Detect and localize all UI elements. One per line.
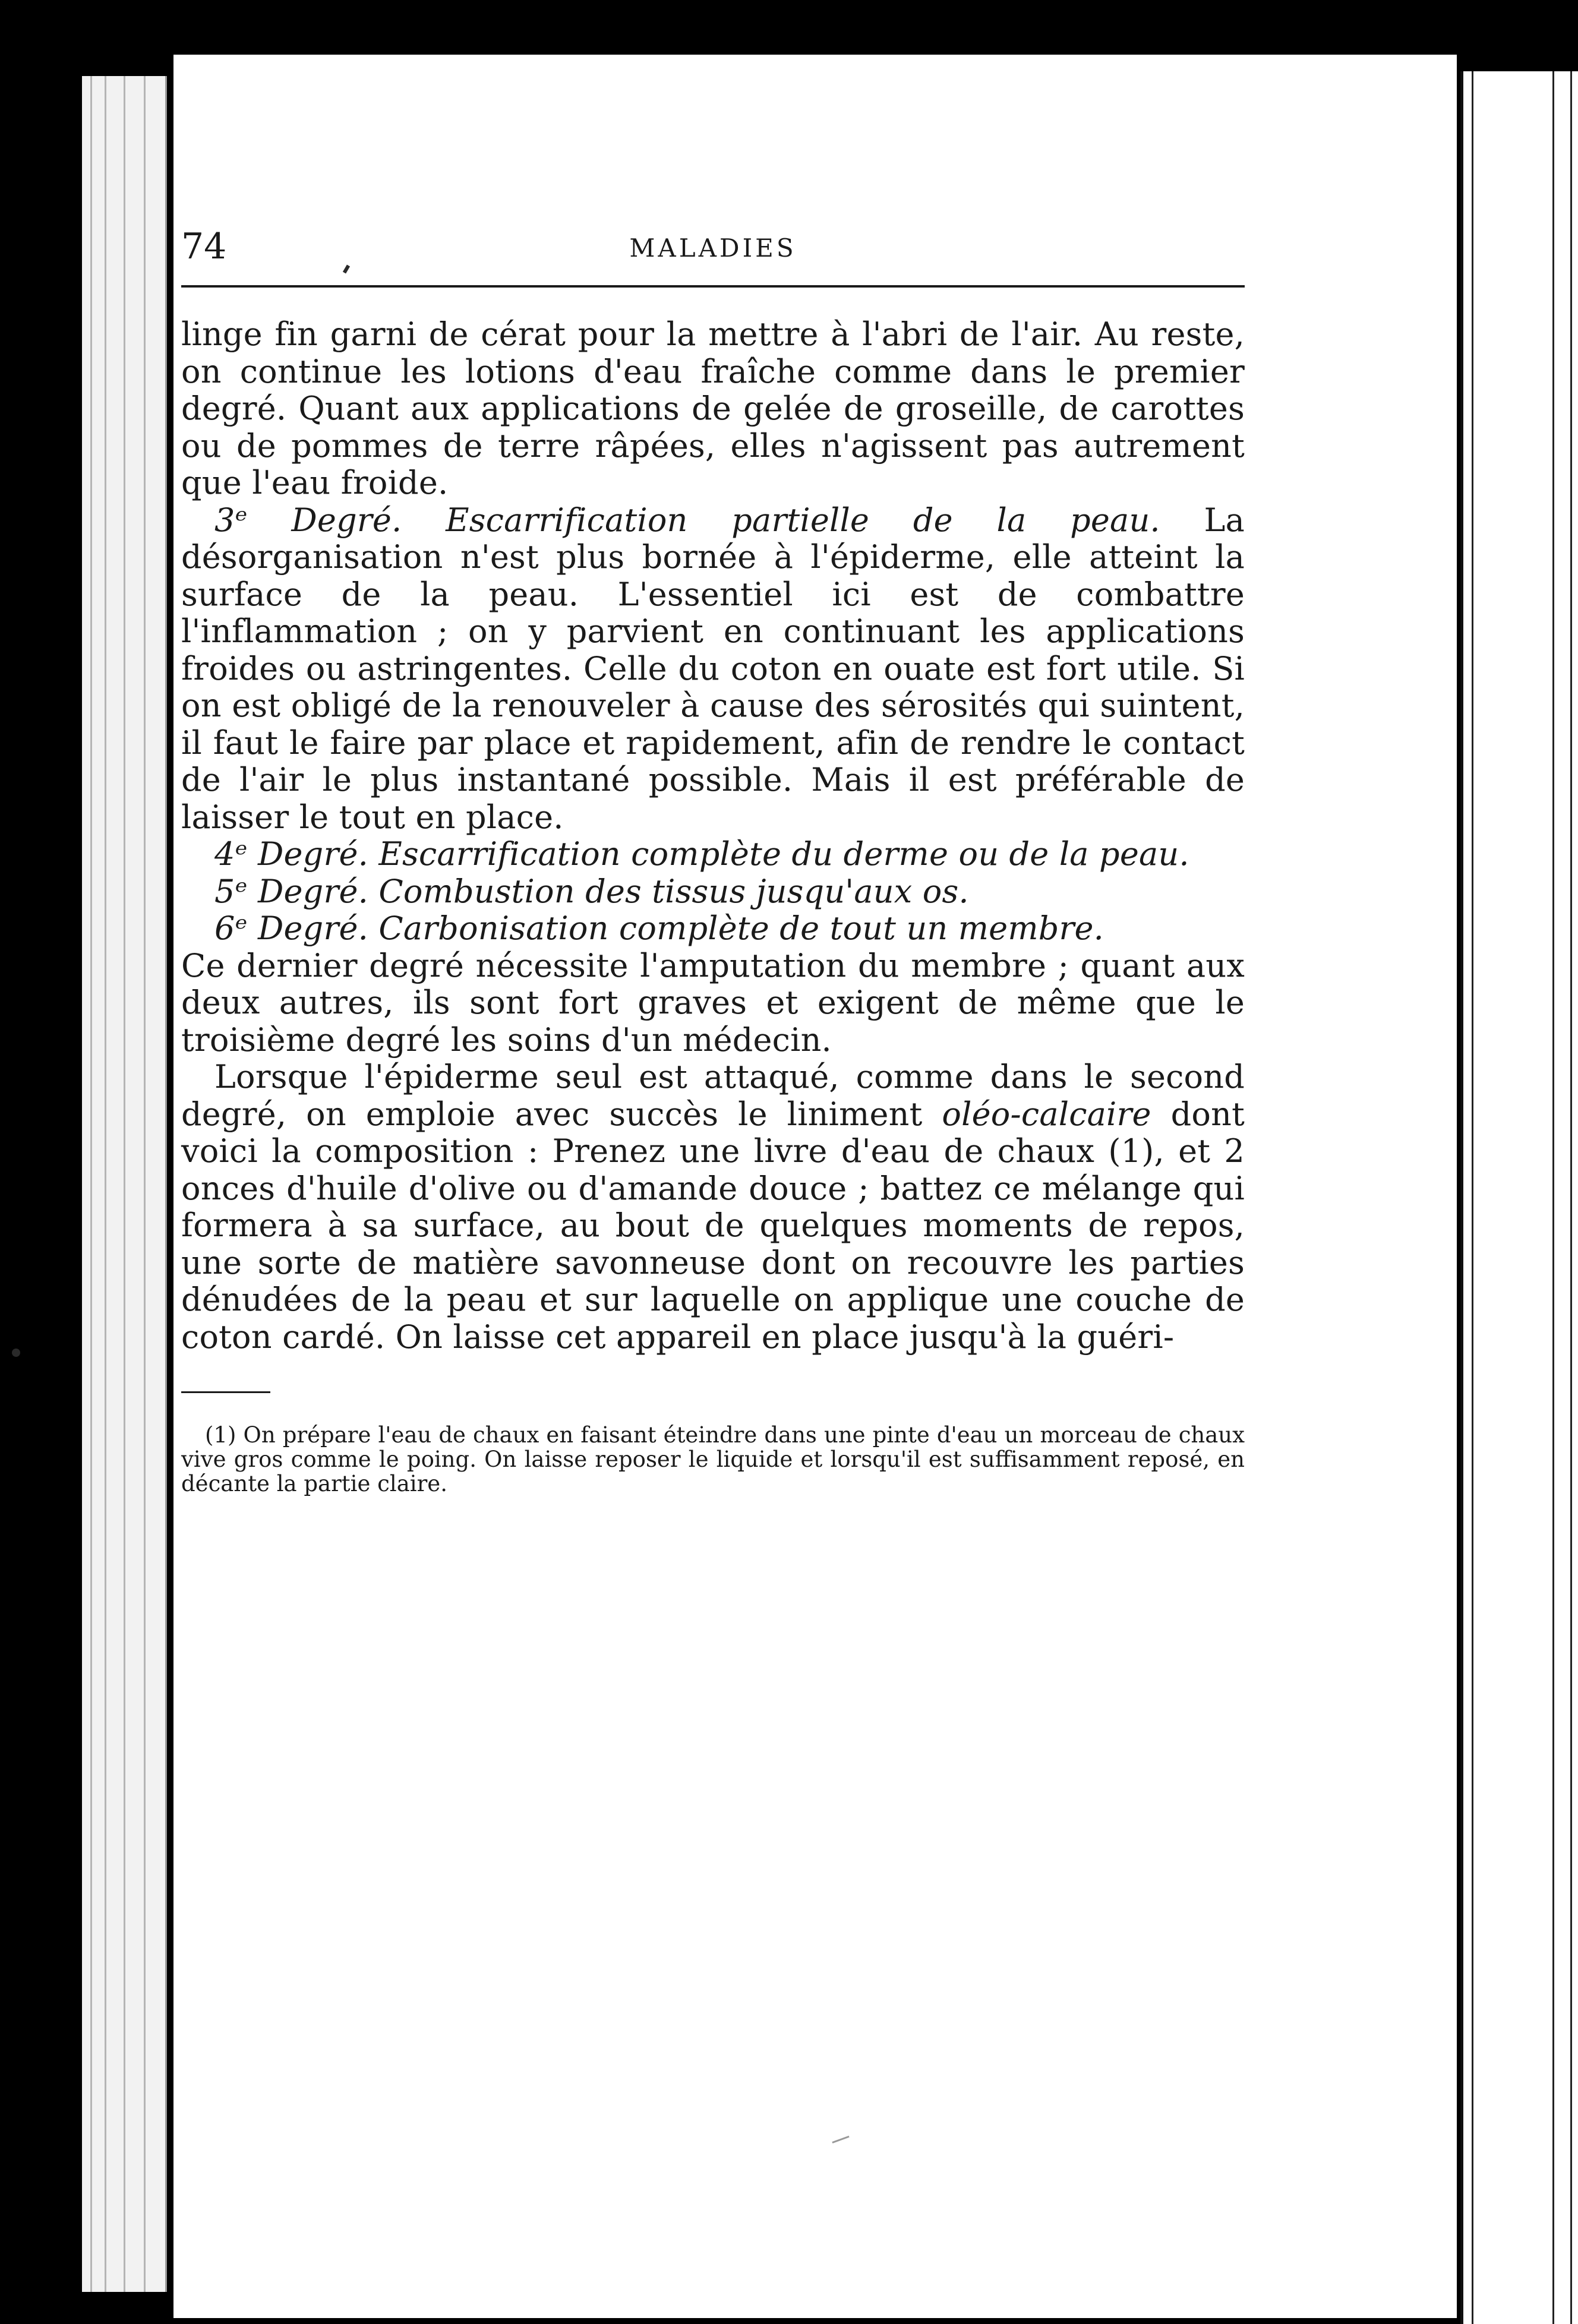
liniment-text-before: Lorsque l'épiderme seul est attaqué, comme dans le second degré, on emploie avec succès le liniment: [181, 1058, 1245, 1133]
paragraph-sixth-degree-heading: 6ᵉ Degré. Carbonisation complète de tout un membre.: [214, 910, 1104, 947]
page-header: [181, 226, 1245, 267]
liniment-text-after: dont voici la composition : Prenez une livre d'eau de chaux (1), et 2 onces d'huile d'olive ou d'amande douce ; battez ce mélange qui formera à sa surface, au bout de quelques moments de repos, une sorte de matière savonneuse dont on recouvre les parties dénudées de la peau et sur laquelle on applique une couche de coton cardé. On laisse cet appareil en place jusqu'à la guéri-: [181, 1095, 1245, 1356]
footnote-rule: [181, 1391, 270, 1393]
paragraph-fourth-degree: 4ᵉ Degré. Escarrification complète du derme ou de la peau.: [214, 835, 1189, 873]
paragraph-third-degree: [181, 502, 1245, 836]
page-number: 74: [181, 226, 227, 267]
third-degree-heading: 3ᵉ Degré. Escarrification partielle de la peau.: [214, 501, 1160, 539]
scan-speck: [12, 1349, 20, 1357]
paragraph-sixth-degree-text: Ce dernier degré nécessite l'amputation du membre ; quant aux deux autres, ils sont fort graves et exigent de même que le troisième degré les soins d'un médecin.: [181, 946, 1245, 1059]
right-page-edge: [1460, 71, 1578, 2324]
liniment-name: oléo-calcaire: [942, 1095, 1151, 1133]
paragraph-fifth-degree: 5ᵉ Degré. Combustion des tissus jusqu'aux os.: [214, 872, 969, 910]
body-text: [181, 316, 1245, 1356]
left-page-edges: [82, 76, 167, 2292]
footnote: (1) On prépare l'eau de chaux en faisant éteindre dans une pinte d'eau un morceau de chaux vive gros comme le poing. On laisse reposer le liquide et lorsqu'il est suffisamment reposé, en décante la partie claire.: [181, 1422, 1245, 1496]
third-degree-text: La désorganisation n'est plus bornée à l'épiderme, elle atteint la surface de la peau. L'essentiel ici est de combattre l'inflammation ; on y parvient en continuant les applications froides ou astringentes. Celle du coton en ouate est fort utile. Si on est obligé de la renouveler à cause des sérosités qui suintent, il faut le faire par place et rapidement, afin de rendre le contact de l'air le plus instantané possible. Mais il est préférable de laisser le tout en place.: [181, 501, 1245, 836]
running-head: MALADIES: [629, 233, 797, 263]
paragraph-continuation: linge fin garni de cérat pour la mettre à l'abri de l'air. Au reste, on continue les lotions d'eau fraîche comme dans le premier degré. Quant aux applications de gelée de groseille, de carottes ou de pommes de terre râpées, elles n'agissent pas autrement que l'eau froide.: [181, 315, 1245, 501]
paragraph-liniment: [181, 1059, 1245, 1356]
header-rule: [181, 285, 1245, 288]
page-content: [181, 226, 1245, 1496]
